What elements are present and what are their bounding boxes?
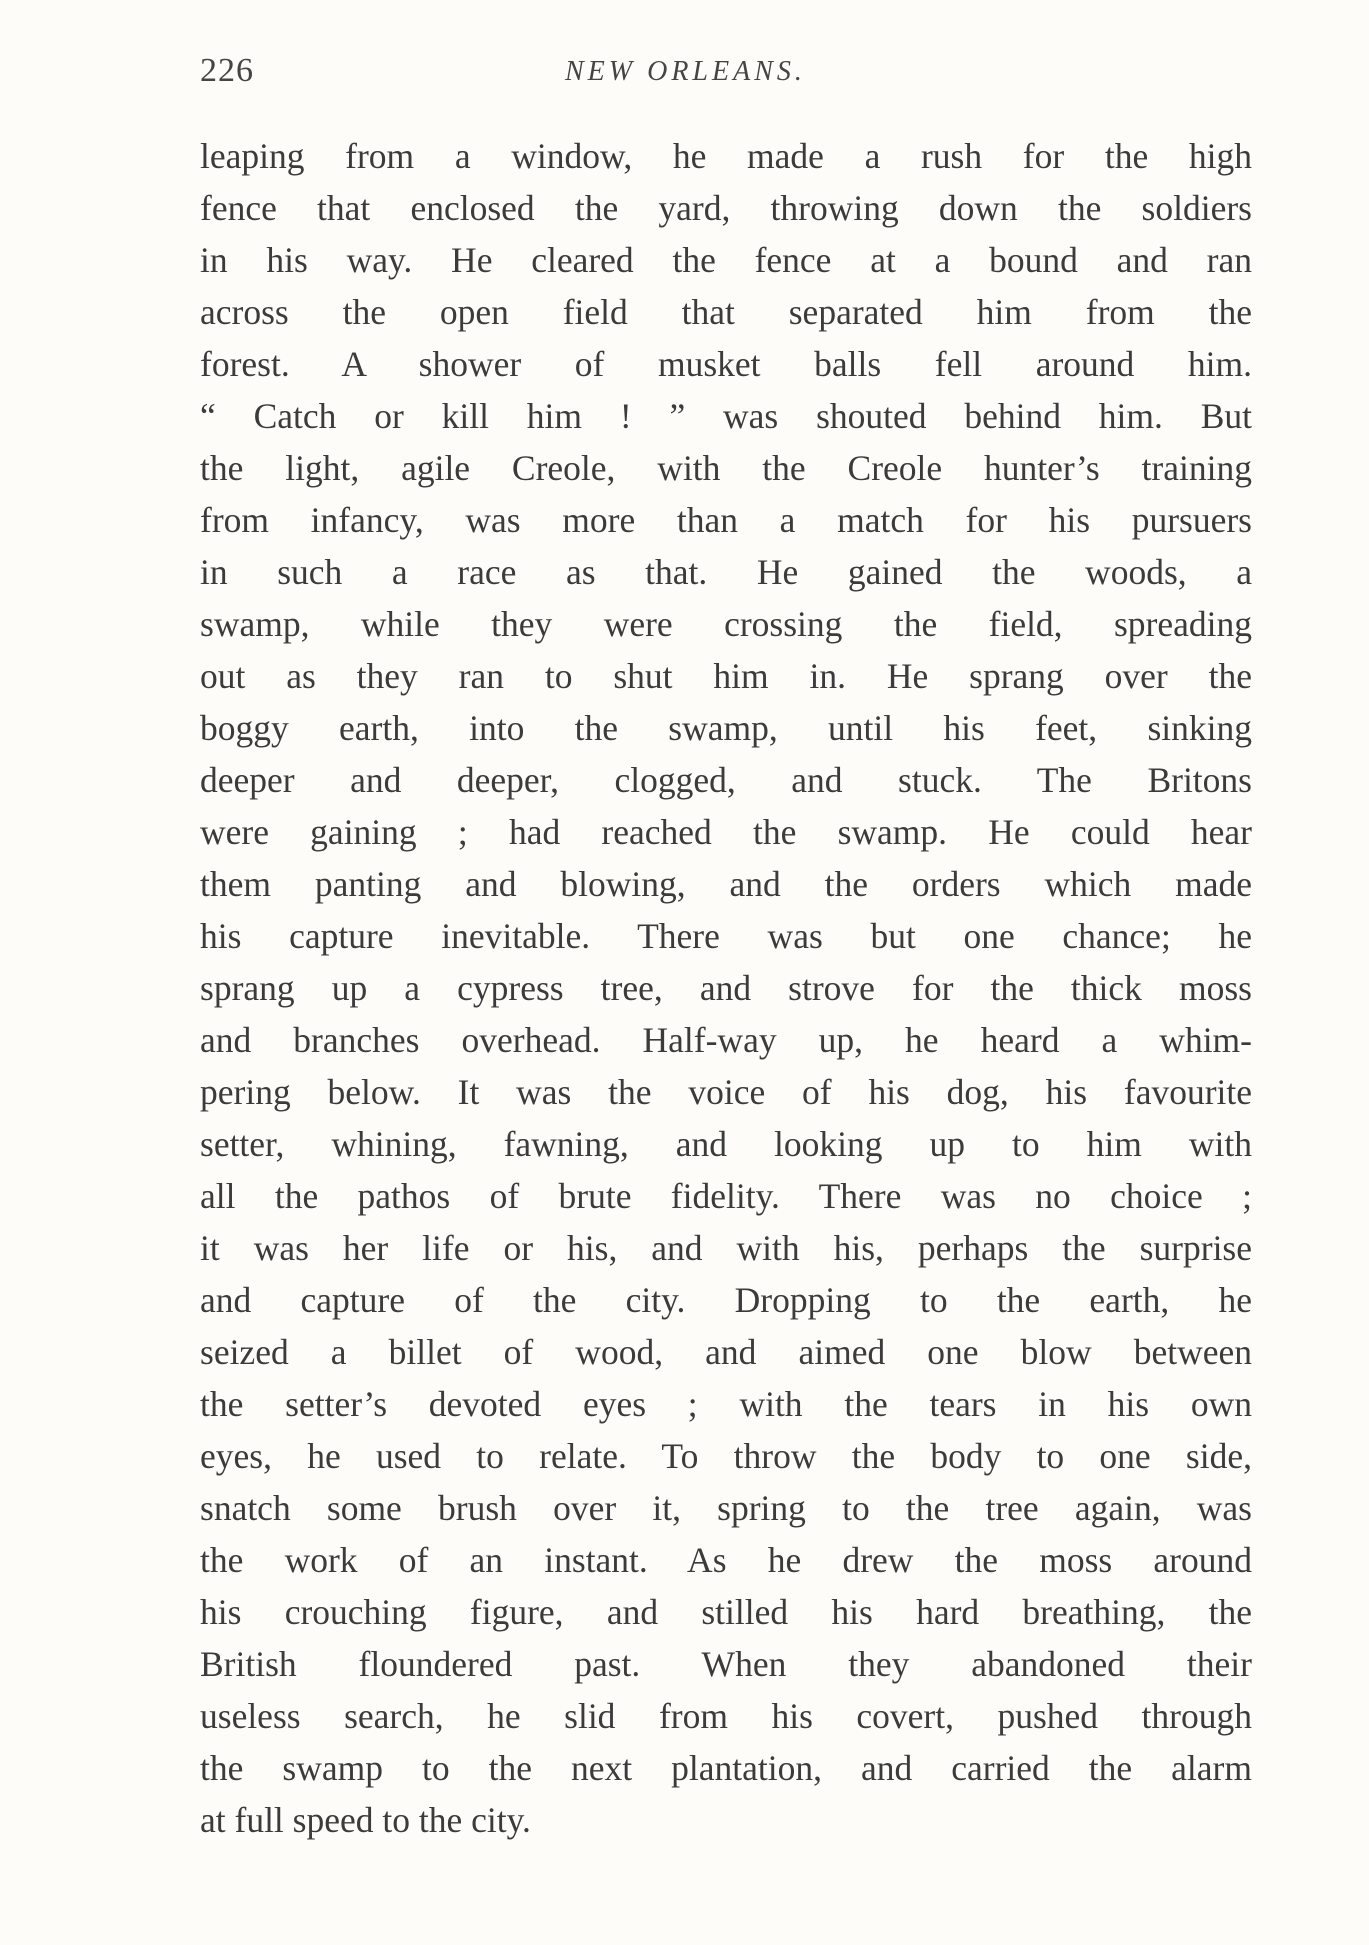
text-line: all the pathos of brute fidelity. There was no choice ;: [200, 1176, 1252, 1216]
text-line: and capture of the city. Dropping to the earth, he: [200, 1280, 1252, 1320]
text-line: the swamp to the next plantation, and carried the alarm: [200, 1748, 1252, 1788]
text-line: deeper and deeper, clogged, and stuck. The Britons: [200, 760, 1252, 800]
running-head: [200, 52, 1250, 102]
text-line: pering below. It was the voice of his dog, his favourite: [200, 1072, 1252, 1112]
text-line: were gaining ; had reached the swamp. He could hear: [200, 812, 1252, 852]
text-line: and branches overhead. Half-way up, he heard a whim-: [200, 1020, 1252, 1060]
running-title: NEW ORLEANS.: [565, 56, 806, 87]
text-line: setter, whining, fawning, and looking up to him with: [200, 1124, 1252, 1164]
text-line: in his way. He cleared the fence at a bound and ran: [200, 240, 1252, 280]
text-line: fence that enclosed the yard, throwing down the soldiers: [200, 188, 1252, 228]
body-text: [200, 130, 1252, 1846]
text-line: them panting and blowing, and the orders which made: [200, 864, 1252, 904]
text-line: swamp, while they were crossing the field, spreading: [200, 604, 1252, 644]
text-line: snatch some brush over it, spring to the tree again, was: [200, 1488, 1252, 1528]
text-line: boggy earth, into the swamp, until his feet, sinking: [200, 708, 1252, 748]
text-line: in such a race as that. He gained the woods, a: [200, 552, 1252, 592]
text-line: leaping from a window, he made a rush for the high: [200, 136, 1252, 176]
text-line: sprang up a cypress tree, and strove for the thick moss: [200, 968, 1252, 1008]
text-line: eyes, he used to relate. To throw the body to one side,: [200, 1436, 1252, 1476]
page-number: 226: [200, 52, 254, 89]
text-line: it was her life or his, and with his, perhaps the surprise: [200, 1228, 1252, 1268]
text-line: the work of an instant. As he drew the moss around: [200, 1540, 1252, 1580]
text-line: useless search, he slid from his covert, pushed through: [200, 1696, 1252, 1736]
text-line: across the open field that separated him from the: [200, 292, 1252, 332]
text-line: the setter’s devoted eyes ; with the tears in his own: [200, 1384, 1252, 1424]
text-line: his capture inevitable. There was but one chance; he: [200, 916, 1252, 956]
text-line: seized a billet of wood, and aimed one blow between: [200, 1332, 1252, 1372]
text-line: his crouching figure, and stilled his hard breathing, the: [200, 1592, 1252, 1632]
text-line: forest. A shower of musket balls fell around him.: [200, 344, 1252, 384]
text-line: out as they ran to shut him in. He sprang over the: [200, 656, 1252, 696]
text-line: from infancy, was more than a match for his pursuers: [200, 500, 1252, 540]
text-line-last: at full speed to the city.: [200, 1800, 531, 1840]
text-line: “ Catch or kill him ! ” was shouted behind him. But: [200, 396, 1252, 436]
text-line: the light, agile Creole, with the Creole hunter’s training: [200, 448, 1252, 488]
text-line: British floundered past. When they abandoned their: [200, 1644, 1252, 1684]
